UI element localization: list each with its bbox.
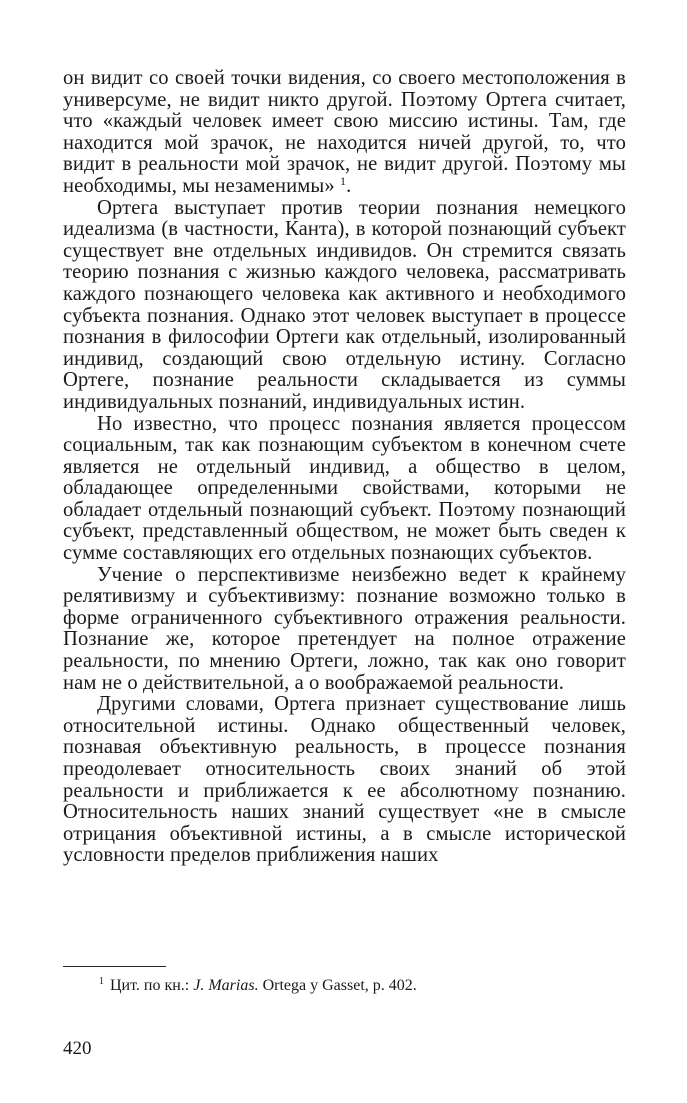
paragraph-1: он видит со своей точки видения, со своего местоположения в универсуме, не видит никто другой. Поэтому Ортега считает, что «каждый человек имеет свою миссию истины. Там, где находится мой зрачок, не находится ничей другой, то, что видит в реальности мой зрачок, не видит другой. Поэтому мы необходимы, мы незаменимы» $^1$. [63,67,626,197]
paragraph-4: Учение о перспективизме неизбежно ведет к крайнему релятивизму и субъективизму: познание возможно только в форме ограниченного субъективного отражения реальности. Познание же, которое претендует на полное отражение реальности, по мнению Ортеги, ложно, так как оно говорит нам не о действительной, а о воображаемой реальности. [63,563,626,694]
footnote-author: J. Marias. [193,977,259,994]
footnote-title: Ortega y Gasset, p. 402. [262,977,417,994]
paragraph-5: Другими словами, Ортега признает существование лишь относительной истины. Однако общественный человек, познавая объективную реальность, в процессе познания преодолевает относительность своих знаний об этой реальности и приближается к ее абсолютному познанию. Относительность наших знаний существует «не в смысле отрицания объективной истины, а в смысле исторической условности пределов приближения наших [63,693,626,867]
footnote [99,976,417,996]
footnote-prefix: Цит. по кн.: [110,977,190,994]
page-number: 420 [63,1038,92,1059]
footnote-reference: 1 [339,173,347,188]
paragraph-2: Ортега выступает против теории познания немецкого идеализма (в частности, Канта), в которой познающий субъект существует вне отдельных индивидов. Он стремится связать теорию познания с жизнью каждого человека, рассматривать каждого познающего человека как активного и необходимого субъекта познания. Однако этот человек выступает в процессе познания в философии Ортеги как отдельный, изолированный индивид, создающий свою отдельную истину. Согласно Ортеге, познание реальности складывается из суммы индивидуальных познаний, индивидуальных истин. [63,196,626,413]
paragraph-1-text: он видит со своей точки видения, со своего местоположения в универсуме, не видит никто другой. Поэтому Ортега считает, что «каждый человек имеет свою миссию истины. Там, где находится мой зрачок, не находится ничей другой, то, что видит в реальности мой зрачок, не видит другой. Поэтому мы необходимы, мы незаменимы» [63,67,626,197]
paragraph-3: Но известно, что процесс познания является процессом социальным, так как познающим субъектом в конечном счете является не отдельный индивид, а общество в целом, обладающее определенными свойствами, которыми не обладает отдельный познающий субъект. Поэтому познающий субъект, представленный обществом, не может быть сведен к сумме составляющих его отдельных познающих субъектов. [63,412,626,565]
footnote-marker: 1 [99,976,104,987]
page-body [63,68,626,867]
footnote-separator [63,966,166,967]
